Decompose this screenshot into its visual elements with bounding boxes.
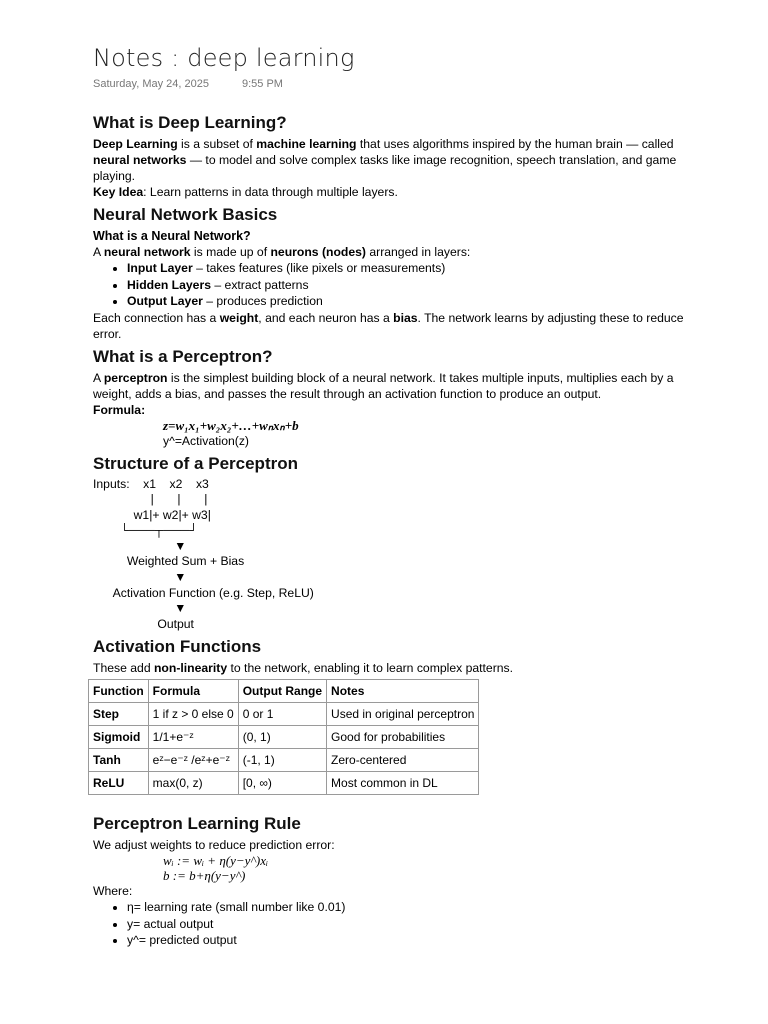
table-header-row xyxy=(89,680,479,703)
table-cell: (-1, 1) xyxy=(238,749,326,772)
table-cell: Tanh xyxy=(89,749,149,772)
list-item: • Output Layer – produces prediction xyxy=(127,293,693,310)
column-header: Output Range xyxy=(238,680,326,703)
formula-label: Formula: xyxy=(93,402,146,417)
page-date: Saturday, May 24, 2025 xyxy=(93,78,209,90)
table-cell: 0 or 1 xyxy=(238,703,326,726)
perceptron-definition: A perceptron is the simplest building block of a neural network. It takes multiple inputs, multiplies each by a weight, adds a bias, and passes the result through an activation function to produce an output. xyxy=(93,370,674,401)
table-cell: Good for probabilities xyxy=(327,726,479,749)
dl-definition: Deep Learning is a subset of machine learning that uses algorithms inspired by the human brain — called neural networks — to model and solve complex tasks like image recognition, speech translation, and game playing. xyxy=(93,137,677,183)
note-body xyxy=(93,108,693,949)
table-cell: Zero-centered xyxy=(327,749,479,772)
heading-nn-basics: Neural Network Basics xyxy=(93,205,278,224)
table-row xyxy=(89,703,479,726)
heading-structure: Structure of a Perceptron xyxy=(93,453,298,473)
table-cell: 1/1+e⁻ᶻ xyxy=(148,726,238,749)
formula-y: y^=Activation(z) xyxy=(163,433,249,448)
heading-learning-rule: Perceptron Learning Rule xyxy=(93,814,301,834)
table-row xyxy=(89,726,479,749)
table-row xyxy=(89,749,479,772)
formula-z: z=w₁x₁+w₂x₂+…+wₙxₙ+b xyxy=(163,417,299,433)
list-item: • η= learning rate (small number like 0.01) xyxy=(127,899,693,916)
weights-bias-text: Each connection has a weight, and each neuron has a bias. The network learns by adjusting these to reduce error. xyxy=(93,310,684,341)
table-cell: 1 if z > 0 else 0 xyxy=(148,703,238,726)
nn-definition: A neural network is made up of neurons (nodes) arranged in layers: xyxy=(93,245,471,259)
list-item: • Hidden Layers – extract patterns xyxy=(127,277,693,294)
table-cell: Used in original perceptron xyxy=(327,703,479,726)
perceptron-diagram: Inputs: x1 x2 x3 | | | w1|+ w2|+ w3| └───┬───┘ ▼ Weighted Sum + Bias ▼ Activation Function (e.g. Step, ReLU) ▼ Output xyxy=(93,476,314,631)
table-cell: Step xyxy=(89,703,149,726)
heading-what-is-dl: What is Deep Learning? xyxy=(93,113,287,132)
key-idea: Key Idea: Learn patterns in data through multiple layers. xyxy=(93,185,398,199)
where-label: Where: xyxy=(93,884,133,899)
column-header: Formula xyxy=(148,680,238,703)
table-cell: eᶻ−e⁻ᶻ /eᶻ+e⁻ᶻ xyxy=(148,749,238,772)
table-cell: max(0, z) xyxy=(148,772,238,795)
symbol-list xyxy=(93,899,693,949)
table-cell: (0, 1) xyxy=(238,726,326,749)
page-time: 9:55 PM xyxy=(242,78,283,90)
list-item: • Input Layer – takes features (like pixels or measurements) xyxy=(127,260,693,277)
table-cell: ReLU xyxy=(89,772,149,795)
layer-list xyxy=(93,260,693,310)
heading-perceptron: What is a Perceptron? xyxy=(93,346,273,366)
activation-intro: These add non-linearity to the network, enabling it to learn complex patterns. xyxy=(93,661,514,676)
table-cell: [0, ∞) xyxy=(238,772,326,795)
rule-weight-update: wᵢ := wᵢ + η(y−y^)xᵢ xyxy=(163,853,269,869)
rule-bias-update: b := b+η(y−y^) xyxy=(163,868,246,884)
page-title: Notes : deep learning xyxy=(93,44,355,72)
learning-rule-intro: We adjust weights to reduce prediction error: xyxy=(93,838,335,853)
list-item: • y^= predicted output xyxy=(127,932,693,949)
activation-table xyxy=(88,679,479,795)
table-cell: Most common in DL xyxy=(327,772,479,795)
column-header: Notes xyxy=(327,680,479,703)
subheading-what-is-nn: What is a Neural Network? xyxy=(93,229,251,243)
list-item: • y= actual output xyxy=(127,916,693,933)
table-row xyxy=(89,772,479,795)
heading-activation: Activation Functions xyxy=(93,637,262,657)
column-header: Function xyxy=(89,680,149,703)
table-cell: Sigmoid xyxy=(89,726,149,749)
